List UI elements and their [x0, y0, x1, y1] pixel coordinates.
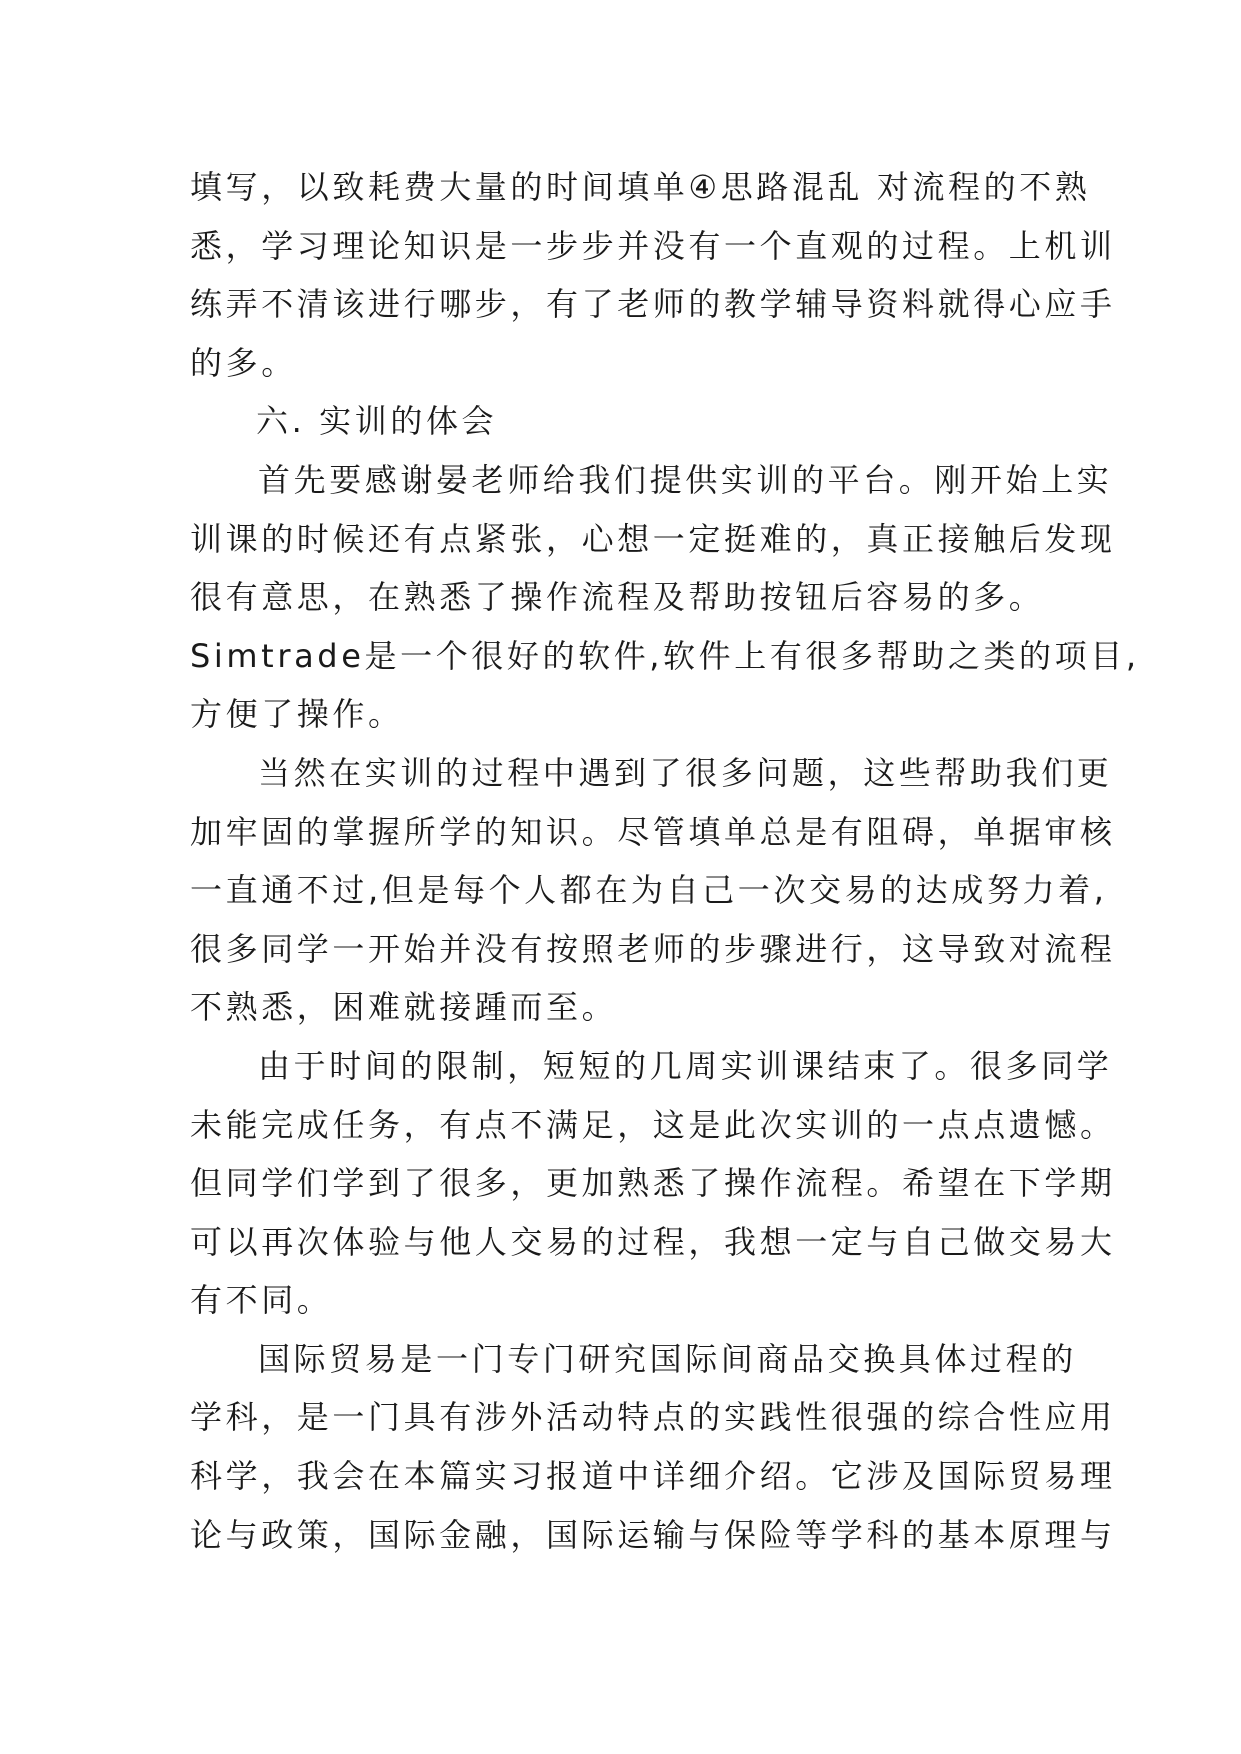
text-line: 但同学们学到了很多，更加熟悉了操作流程。希望在下学期	[190, 1164, 1116, 1203]
text-line: 悉，学习理论知识是一步步并没有一个直观的过程。上机训	[190, 226, 1116, 265]
text-line: 论与政策，国际金融，国际运输与保险等学科的基本原理与	[190, 1515, 1116, 1554]
paragraph-first-line: 首先要感谢晏老师给我们提供实训的平台。刚开始上实	[258, 460, 1113, 499]
section-heading: 六. 实训的体会	[256, 402, 498, 441]
text-line: 未能完成任务，有点不满足，这是此次实训的一点点遗憾。	[190, 1105, 1116, 1144]
paragraph-first-line: 当然在实训的过程中遇到了很多问题，这些帮助我们更	[258, 753, 1113, 792]
text-line: 学科，是一门具有涉外活动特点的实践性很强的综合性应用	[190, 1398, 1116, 1437]
body-text	[190, 158, 1140, 1564]
text-line: 不熟悉，困难就接踵而至。	[190, 988, 618, 1027]
text-line: 填写，以致耗费大量的时间填单④思路混乱 对流程的不熟	[190, 168, 1091, 206]
text-line: 一直通不过,但是每个人都在为自己一次交易的达成努力着,	[190, 871, 1108, 910]
text-line: 很多同学一开始并没有按照老师的步骤进行，这导致对流程	[190, 929, 1116, 968]
text-line: 练弄不清该进行哪步，有了老师的教学辅导资料就得心应手	[190, 285, 1116, 324]
text-line: 有不同。	[190, 1281, 333, 1320]
text-line: 可以再次体验与他人交易的过程，我想一定与自己做交易大	[190, 1222, 1116, 1261]
text-line: 科学，我会在本篇实习报道中详细介绍。它涉及国际贸易理	[190, 1457, 1116, 1496]
paragraph-first-line: 由于时间的限制，短短的几周实训课结束了。很多同学	[258, 1046, 1113, 1085]
paragraph-first-line: 国际贸易是一门专门研究国际间商品交换具体过程的	[258, 1339, 1077, 1378]
text-line: 的多。	[190, 343, 297, 382]
text-line: Simtrade是一个很好的软件,软件上有很多帮助之类的项目,	[190, 636, 1140, 675]
text-line: 训课的时候还有点紧张，心想一定挺难的，真正接触后发现	[190, 519, 1116, 558]
text-line: 方便了操作。	[190, 695, 404, 734]
text-line: 很有意思，在熟悉了操作流程及帮助按钮后容易的多。	[190, 578, 1045, 617]
text-line: 加牢固的掌握所学的知识。尽管填单总是有阻碍，单据审核	[190, 812, 1116, 851]
